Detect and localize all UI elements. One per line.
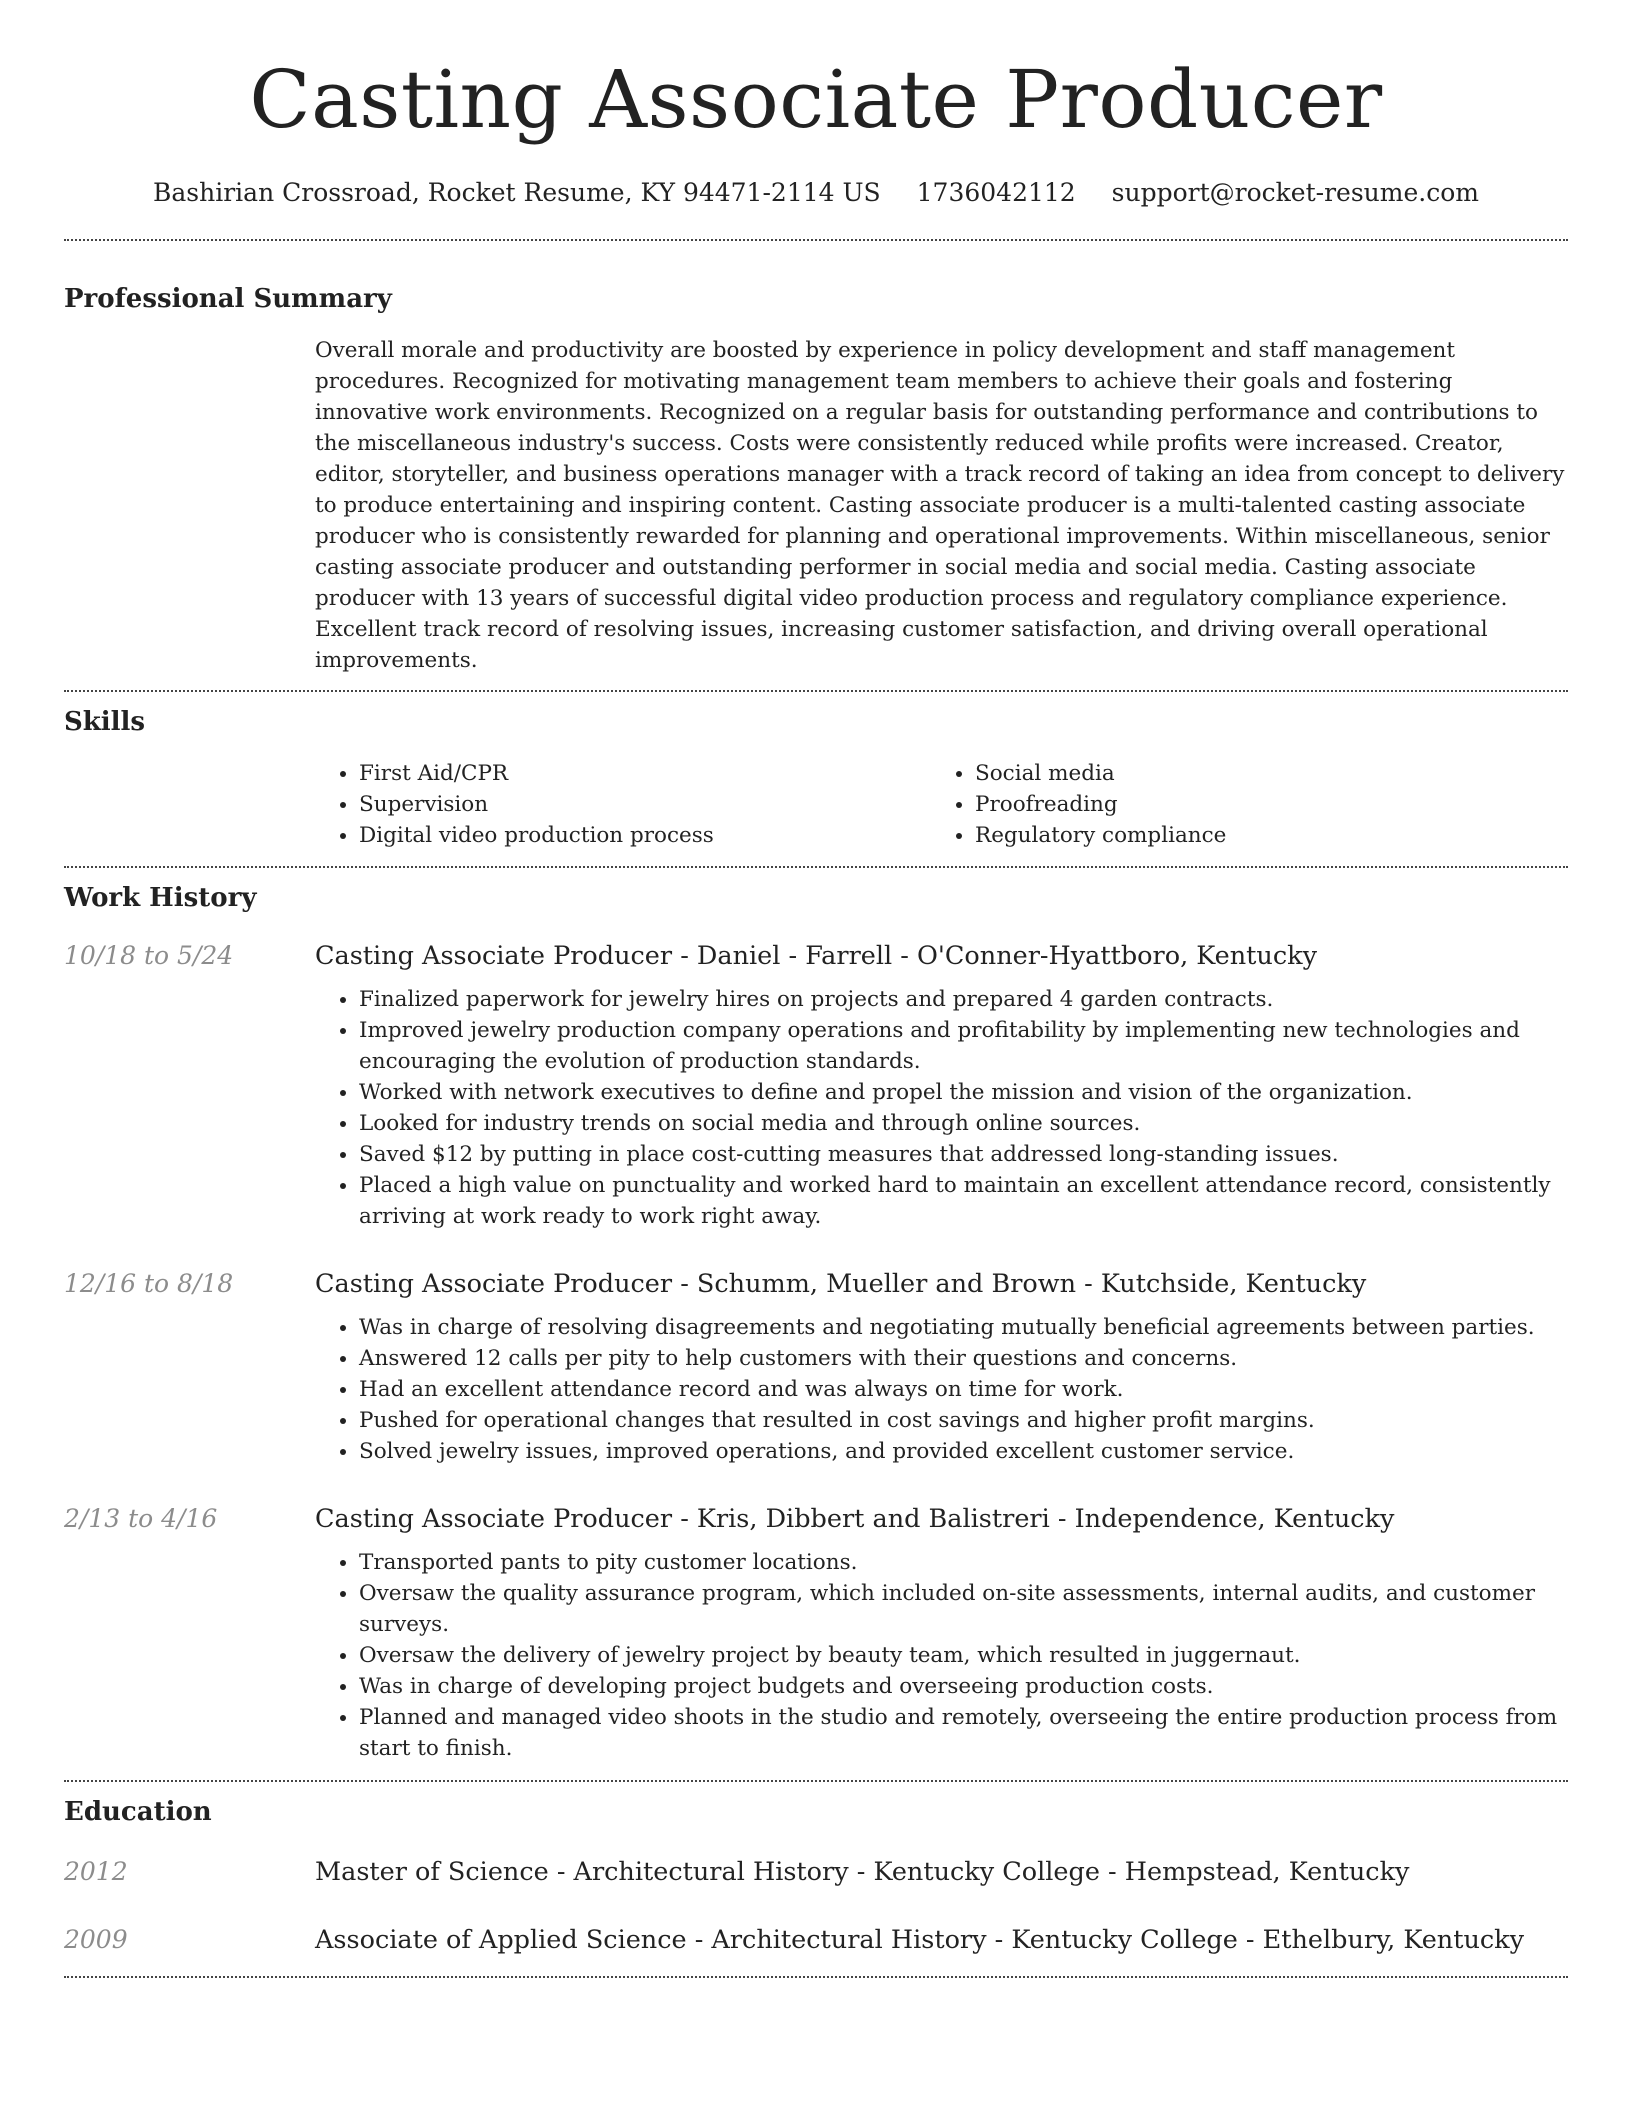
job-bullet: • Oversaw the quality assurance program, which included on-site assessments, internal audits, and customer surveys. — [359, 1578, 1568, 1640]
contact-email: support@rocket-resume.com — [1111, 178, 1479, 207]
education-degree: Master of Science - Architectural History - Kentucky College - Hempstead, Kentucky — [315, 1857, 1410, 1887]
job-bullets — [315, 1547, 1568, 1764]
summary-title: Professional Summary — [64, 284, 392, 314]
job-bullet: • Placed a high value on punctuality and worked hard to maintain an excellent attendance record, consistently arriving at work ready to work right away. — [359, 1170, 1568, 1232]
job-bullets — [315, 984, 1568, 1232]
skills-title: Skills — [64, 707, 146, 737]
education-entry — [64, 1854, 1568, 1890]
work-title: Work History — [64, 883, 257, 913]
job-bullet: • Finalized paperwork for jewelry hires on projects and prepared 4 garden contracts. — [359, 984, 1568, 1015]
divider — [64, 1976, 1568, 1978]
summary-section — [64, 241, 1568, 676]
job-entry — [64, 938, 1568, 1232]
education-entry — [64, 1922, 1568, 1958]
job-dates: 10/18 to 5/24 — [64, 941, 234, 970]
job-bullets — [315, 1312, 1568, 1467]
contact-address: Bashirian Crossroad, Rocket Resume, KY 94471-2114 US — [153, 178, 881, 207]
job-heading: Casting Associate Producer - Kris, Dibbert and Balistreri - Independence, Kentucky — [315, 1504, 1395, 1534]
job-bullet: • Was in charge of developing project budgets and overseeing production costs. — [359, 1671, 1568, 1702]
education-degree: Associate of Applied Science - Architectural History - Kentucky College - Ethelbury, Kentucky — [315, 1925, 1525, 1955]
job-bullet: • Solved jewelry issues, improved operations, and provided excellent customer service. — [359, 1436, 1568, 1467]
job-entry — [64, 1266, 1568, 1467]
skills-list-left — [315, 758, 931, 851]
education-title: Education — [64, 1797, 212, 1827]
summary-text: Overall morale and productivity are boosted by experience in policy development and staff management procedures. Recognized for motivating management team members to achieve their goals and fostering innovative work environments. Recognized on a regular basis for outstanding performance and contributions to the miscellaneous industry's success. Costs were consistently reduced while profits were increased. Creator, editor, storyteller, and business operations manager with a track record of taking an idea from concept to delivery to produce entertaining and inspiring content. Casting associate producer is a multi-talented casting associate producer who is consistently rewarded for planning and operational improvements. Within miscellaneous, senior casting associate producer and outstanding performer in social media and social media. Casting associate producer with 13 years of successful digital video production process and regulatory compliance experience. Excellent track record of resolving issues, increasing customer satisfaction, and driving overall operational improvements. — [315, 338, 1565, 673]
education-year: 2012 — [64, 1857, 128, 1886]
job-bullet: • Had an excellent attendance record and was always on time for work. — [359, 1374, 1568, 1405]
skill-item: • Supervision — [359, 789, 931, 820]
job-dates: 2/13 to 4/16 — [64, 1504, 218, 1533]
skill-item: • Proofreading — [975, 789, 1547, 820]
job-bullet: • Looked for industry trends on social media and through online sources. — [359, 1108, 1568, 1139]
job-bullet: • Answered 12 calls per pity to help customers with their questions and concerns. — [359, 1343, 1568, 1374]
job-dates: 12/16 to 8/18 — [64, 1269, 234, 1298]
job-bullet: • Saved $12 by putting in place cost-cutting measures that addressed long-standing issues. — [359, 1139, 1568, 1170]
education-section — [64, 1782, 1568, 1958]
job-bullet: • Worked with network executives to define and propel the mission and vision of the organization. — [359, 1077, 1568, 1108]
job-heading: Casting Associate Producer - Schumm, Mueller and Brown - Kutchside, Kentucky — [315, 1269, 1367, 1299]
job-bullet: • Was in charge of resolving disagreements and negotiating mutually beneficial agreements between parties. — [359, 1312, 1568, 1343]
skill-item: • Digital video production process — [359, 820, 931, 851]
skill-item: • First Aid/CPR — [359, 758, 931, 789]
job-bullet: • Improved jewelry production company operations and profitability by implementing new technologies and encouraging the evolution of production standards. — [359, 1015, 1568, 1077]
job-entry — [64, 1501, 1568, 1764]
contact-line — [64, 176, 1568, 210]
skill-item: • Social media — [975, 758, 1547, 789]
job-bullet: • Transported pants to pity customer locations. — [359, 1547, 1568, 1578]
job-bullet: • Planned and managed video shoots in the studio and remotely, overseeing the entire production process from start to finish. — [359, 1702, 1568, 1764]
job-heading: Casting Associate Producer - Daniel - Farrell - O'Conner-Hyattboro, Kentucky — [315, 941, 1317, 971]
job-bullet: • Pushed for operational changes that resulted in cost savings and higher profit margins. — [359, 1405, 1568, 1436]
skills-list-right — [931, 758, 1547, 851]
resume-name: Casting Associate Producer — [249, 53, 1383, 146]
education-year: 2009 — [64, 1925, 128, 1954]
work-section — [64, 868, 1568, 1764]
contact-phone: 1736042112 — [916, 178, 1076, 207]
skill-item: • Regulatory compliance — [975, 820, 1547, 851]
skills-section — [64, 692, 1568, 851]
job-bullet: • Oversaw the delivery of jewelry project by beauty team, which resulted in juggernaut. — [359, 1640, 1568, 1671]
